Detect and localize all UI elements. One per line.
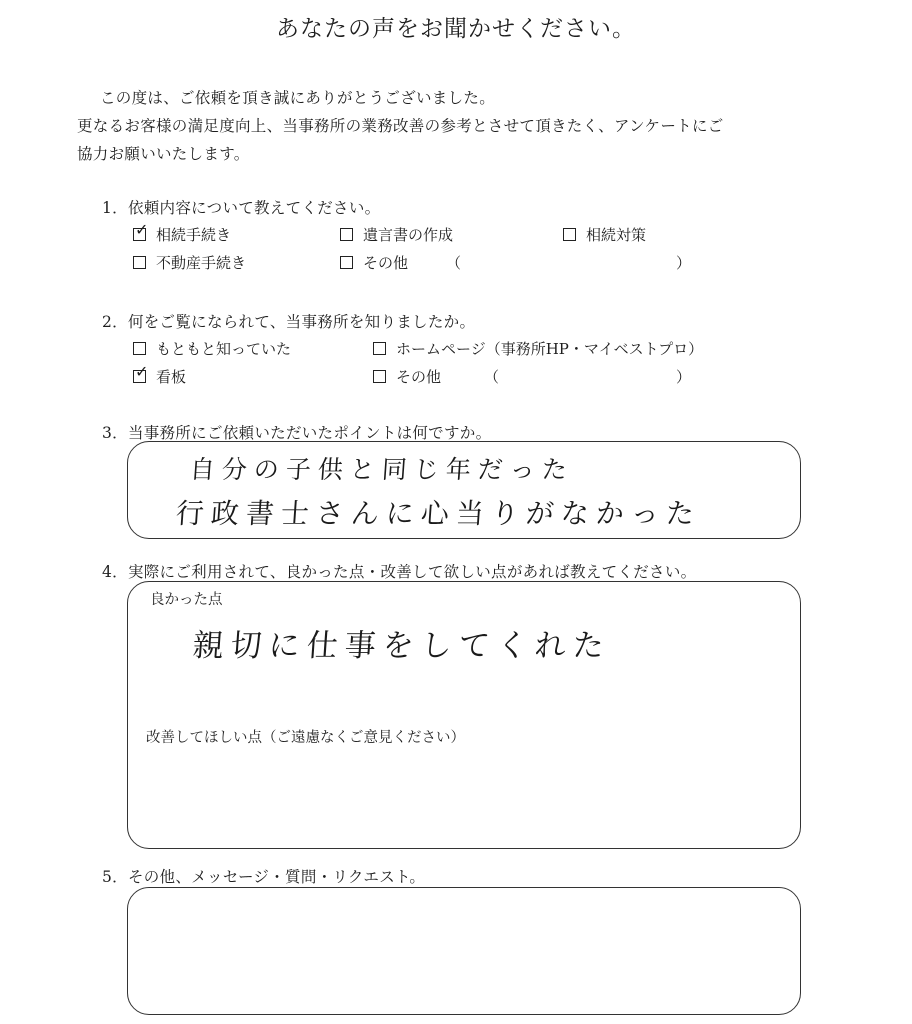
q1-option-real-estate[interactable]: [133, 252, 246, 273]
q3-answer-box[interactable]: [127, 441, 801, 539]
question-2-label: 2．何をご覧になられて、当事務所を知りましたか。: [102, 313, 476, 331]
q1-option-inheritance-planning[interactable]: [563, 224, 646, 245]
option-label: 遺言書の作成: [363, 226, 454, 244]
q3-answer-line-2: 行政書士さんに心当りがなかった: [174, 497, 703, 530]
q2-other-paren-open: （: [484, 368, 500, 386]
checkbox[interactable]: [133, 342, 146, 355]
option-label: 不動産手続き: [156, 254, 247, 272]
option-label: 看板: [156, 368, 187, 386]
option-label: その他: [396, 368, 442, 386]
intro-line-1: この度は、ご依頼を頂き誠にありがとうございました。: [100, 89, 496, 107]
q1-other-paren-open: （: [446, 254, 462, 272]
option-label: 相続対策: [586, 226, 647, 244]
checkbox[interactable]: [133, 256, 146, 269]
q1-option-inheritance[interactable]: [133, 220, 232, 245]
q2-other-paren-close: ）: [676, 368, 692, 386]
q2-option-other[interactable]: [373, 366, 441, 387]
checkbox[interactable]: [340, 256, 353, 269]
checkbox[interactable]: [373, 342, 386, 355]
intro-line-2: 更なるお客様の満足度向上、当事務所の業務改善の参考とさせて頂きたく、アンケートにご: [77, 117, 724, 135]
q1-option-will[interactable]: [340, 224, 453, 245]
q4-good-answer: 親切に仕事をしてくれた: [191, 628, 613, 664]
q2-option-signboard[interactable]: [133, 362, 187, 387]
option-label: その他: [363, 254, 409, 272]
question-3-label: 3．当事務所にご依頼いただいたポイントは何ですか。: [102, 424, 492, 442]
q4-improve-label: 改善してほしい点（ご遠慮なくご意見ください）: [146, 730, 465, 746]
intro-line-3: 協力お願いいたします。: [77, 145, 250, 163]
checkbox[interactable]: [563, 228, 576, 241]
option-label: もともと知っていた: [156, 340, 292, 358]
check-mark-icon: ✓: [135, 220, 149, 239]
check-mark-icon: ✓: [135, 362, 149, 381]
checkbox[interactable]: [133, 220, 149, 241]
question-1-label: 1．依頼内容について教えてください。: [102, 199, 381, 217]
q1-option-other[interactable]: [340, 252, 408, 273]
q2-option-already-knew[interactable]: [133, 338, 291, 359]
option-label: ホームページ（事務所HP・マイベストプロ）: [396, 340, 704, 358]
q3-answer-line-1: 自分の子供と同じ年だった: [188, 455, 575, 484]
question-5-label: 5．その他、メッセージ・質問・リクエスト。: [102, 868, 426, 886]
q4-answer-box[interactable]: [127, 581, 801, 849]
q5-answer-box[interactable]: [127, 887, 801, 1015]
page-title: あなたの声をお聞かせください。: [276, 16, 636, 42]
q4-good-label: 良かった点: [150, 592, 223, 608]
q2-option-homepage[interactable]: [373, 338, 703, 359]
checkbox[interactable]: [373, 370, 386, 383]
checkbox[interactable]: [133, 362, 149, 383]
q1-other-paren-close: ）: [676, 254, 692, 272]
checkbox[interactable]: [340, 228, 353, 241]
option-label: 相続手続き: [156, 226, 232, 244]
question-4-label: 4．実際にご利用されて、良かった点・改善して欲しい点があれば教えてください。: [102, 563, 697, 581]
